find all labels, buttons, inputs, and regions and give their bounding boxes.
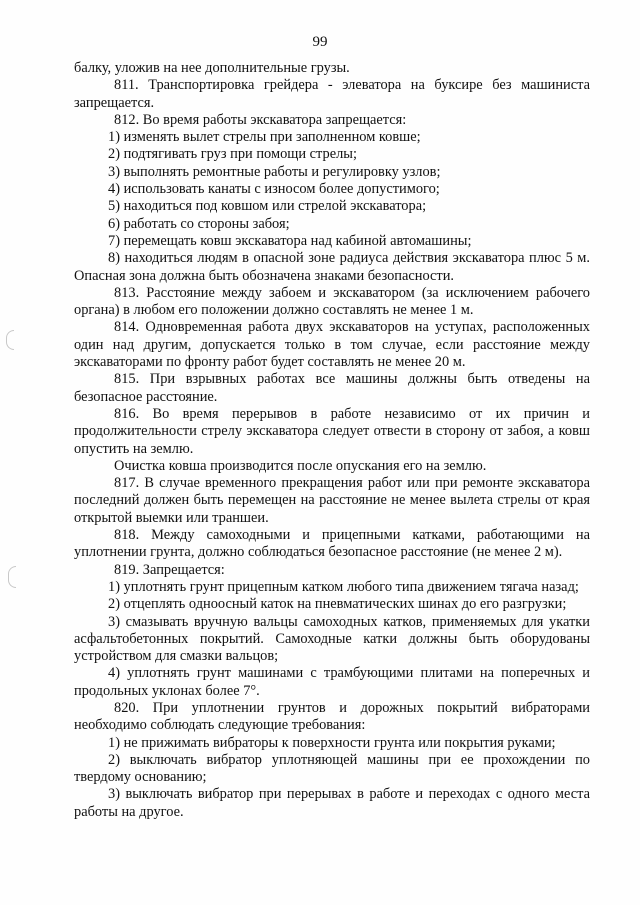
list-item: 1) не прижимать вибраторы к поверхности грунта или покрытия руками;: [108, 734, 556, 751]
paragraph: 816. Во время перерывов в работе независимо от их причин и продолжительности стрелу экскаватора следует отвести в сторону от забоя, а ковш опустить на землю.: [74, 405, 590, 457]
list-item: 4) уплотнять грунт машинами с трамбующими плитами на поперечных и продольных уклонах более 7°.: [74, 665, 590, 699]
list-item: 5) находиться под ковшом или стрелой экскаватора;: [108, 198, 427, 215]
paragraph: 819. Запрещается:: [114, 561, 225, 578]
page-number: 99: [312, 34, 328, 50]
scan-hole-mark: [8, 566, 16, 588]
list-item: 2) подтягивать груз при помощи стрелы;: [108, 146, 357, 163]
paragraph: 820. При уплотнении грунтов и дорожных покрытий вибраторами необходимо соблюдать следующие требования:: [74, 699, 590, 734]
list-item: 3) выключать вибратор при перерывах в работе и переходах с одного места работы на другое.: [74, 786, 590, 820]
paragraph: 817. В случае временного прекращения работ или при ремонте экскаватора последний должен быть перемещен на расстояние не менее вылета стрелы от края открытой выемки или траншеи.: [74, 475, 590, 526]
list-item: 2) отцеплять одноосный каток на пневматических шинах до его разгрузки;: [108, 596, 567, 613]
paragraph: 812. Во время работы экскаватора запрещается:: [114, 111, 407, 128]
paragraph: 811. Транспортировка грейдера - элеватора на буксире без машиниста запрещается.: [74, 77, 590, 111]
list-item: 3) выполнять ремонтные работы и регулировку узлов;: [108, 163, 441, 180]
list-item: 2) выключать вибратор уплотняющей машины при ее прохождении по твердому основанию;: [74, 751, 590, 786]
paragraph: 818. Между самоходными и прицепными катками, работающими на уплотнении грунта, должно соблюдаться безопасное расстояние (не менее 2 м).: [74, 527, 590, 561]
list-item: 8) находиться людям в опасной зоне радиуса действия экскаватора плюс 5 м. Опасная зона должна быть обозначена знаками безопасности.: [74, 250, 590, 284]
list-item: 4) использовать канаты с износом более допустимого;: [108, 181, 440, 198]
list-item: 7) перемещать ковш экскаватора над кабиной автомашины;: [108, 232, 472, 249]
list-item: 1) изменять вылет стрелы при заполненном ковше;: [108, 129, 421, 146]
list-item: 6) работать со стороны забоя;: [108, 215, 290, 232]
paragraph: 813. Расстояние между забоем и экскаватором (за исключением рабочего органа) в любом его положении должно составлять не менее 1 м.: [74, 284, 590, 319]
paragraph: балку, уложив на нее дополнительные грузы.: [74, 60, 350, 76]
list-item: 3) смазывать вручную вальцы самоходных катков, применяемых для укатки асфальтобетонных покрытий. Самоходные катки должны быть оборудованы устройством для смазки вальцов;: [74, 613, 590, 665]
scan-hole-mark: [6, 330, 14, 350]
list-item: 1) уплотнять грунт прицепным катком любого типа движением тягача назад;: [108, 578, 579, 595]
paragraph: Очистка ковша производится после опускания его на землю.: [114, 457, 487, 474]
document-body: [74, 60, 590, 821]
paragraph: 814. Одновременная работа двух экскаваторов на уступах, расположенных один над другим, допускается только в том случае, если расстояние между экскаваторами по фронту работ будет составлять не менее 20 м.: [74, 319, 590, 371]
paragraph: 815. При взрывных работах все машины должны быть отведены на безопасное расстояние.: [74, 371, 590, 405]
